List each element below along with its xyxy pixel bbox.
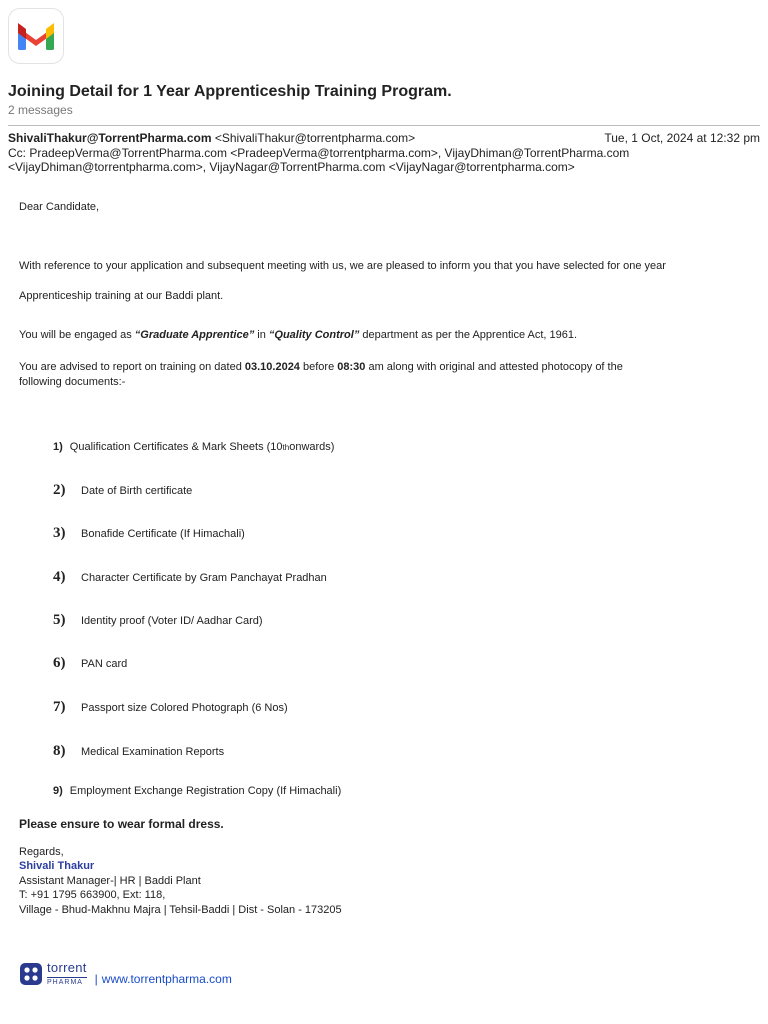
signer-name: Shivali Thakur xyxy=(19,860,95,872)
list-item-superscript: th xyxy=(282,443,290,452)
list-item-text: Character Certificate by Gram Panchayat Pradhan xyxy=(81,572,327,584)
list-item-number: 3) xyxy=(53,525,66,541)
para3-prefix: You are advised to report on training on dated xyxy=(19,361,245,373)
para3-before: before xyxy=(299,361,338,373)
sender-address: <ShivaliThakur@torrentpharma.com> xyxy=(214,131,416,145)
gmail-logo-icon xyxy=(8,8,64,64)
email-subject: Joining Detail for 1 Year Apprenticeship Training Program. xyxy=(8,83,452,100)
list-item-text-after: onwards) xyxy=(289,441,335,453)
report-time: 08:30 xyxy=(337,361,366,373)
list-item-text: Bonafide Certificate (If Himachali) xyxy=(81,528,245,540)
list-item-text: PAN card xyxy=(81,658,128,670)
para2-suffix: department as per the Apprentice Act, 1961. xyxy=(359,329,578,341)
paragraph-3-line-1 xyxy=(19,361,623,373)
website-link[interactable]: www.torrentpharma.com xyxy=(101,971,232,986)
dress-note: Please ensure to wear formal dress. xyxy=(19,817,224,831)
list-item xyxy=(53,569,327,586)
list-item xyxy=(53,743,224,760)
footer-signature xyxy=(19,961,232,986)
email-date: Tue, 1 Oct, 2024 at 12:32 pm xyxy=(604,131,760,145)
footer-separator: | xyxy=(94,971,98,986)
list-item-number: 6) xyxy=(53,655,66,671)
department-name: “Quality Control” xyxy=(268,329,360,341)
list-item xyxy=(53,655,127,672)
list-item-number: 2) xyxy=(53,482,66,498)
paragraph-1-line-2: Apprenticeship training at our Baddi plant. xyxy=(19,290,224,302)
header-divider xyxy=(8,125,760,126)
list-item-text: Qualification Certificates & Mark Sheets (10 xyxy=(69,441,283,453)
cc-line-2: <VijayDhiman@torrentpharma.com>, VijayNagar@TorrentPharma.com <VijayNagar@torrentpharma.com> xyxy=(8,160,575,174)
paragraph-2 xyxy=(19,329,577,341)
para2-prefix: You will be engaged as xyxy=(19,329,135,341)
torrent-wordmark xyxy=(47,961,87,986)
paragraph-3-line-2: following documents:- xyxy=(19,376,126,388)
sender-name[interactable]: ShivaliThakur@TorrentPharma.com xyxy=(8,131,212,145)
cc-line-1: Cc: PradeepVerma@TorrentPharma.com <PradeepVerma@torrentpharma.com>, VijayDhiman@TorrentPharma.com xyxy=(8,146,630,160)
list-item-text: Date of Birth certificate xyxy=(81,485,193,497)
brand-name: torrent xyxy=(47,960,87,975)
list-item-number: 8) xyxy=(53,743,66,759)
para3-suffix: am along with original and attested photocopy of the xyxy=(365,361,623,373)
list-item xyxy=(53,612,263,629)
report-date: 03.10.2024 xyxy=(244,361,300,373)
paragraph-1-line-1: With reference to your application and subsequent meeting with us, we are pleased to inform you that you have selected for one year xyxy=(19,260,666,272)
list-item xyxy=(53,441,334,453)
list-item-number: 4) xyxy=(53,569,66,585)
list-item xyxy=(53,785,341,797)
list-item-number: 7) xyxy=(53,699,66,715)
list-item-number: 1) xyxy=(53,441,63,453)
signer-address: Village - Bhud-Makhnu Majra | Tehsil-Baddi | Dist - Solan - 173205 xyxy=(19,904,342,916)
list-item-number: 9) xyxy=(53,785,63,797)
torrent-logo-icon xyxy=(19,962,43,986)
regards: Regards, xyxy=(19,846,64,858)
role-name: “Graduate Apprentice” xyxy=(134,329,255,341)
list-item xyxy=(53,699,288,716)
sender-line xyxy=(8,131,415,145)
message-count: 2 messages xyxy=(8,103,73,117)
list-item xyxy=(53,525,245,542)
signer-phone: T: +91 1795 663900, Ext: 118, xyxy=(19,889,166,901)
list-item-text: Employment Exchange Registration Copy (If Himachali) xyxy=(69,785,342,797)
list-item-number: 5) xyxy=(53,612,66,628)
greeting: Dear Candidate, xyxy=(19,201,100,213)
list-item xyxy=(53,482,192,499)
list-item-text: Passport size Colored Photograph (6 Nos) xyxy=(81,702,288,714)
signer-title: Assistant Manager-| HR | Baddi Plant xyxy=(19,875,201,887)
para2-in: in xyxy=(254,329,269,341)
brand-sub: PHARMA xyxy=(47,977,87,986)
list-item-text: Medical Examination Reports xyxy=(81,746,225,758)
list-item-text: Identity proof (Voter ID/ Aadhar Card) xyxy=(81,615,263,627)
